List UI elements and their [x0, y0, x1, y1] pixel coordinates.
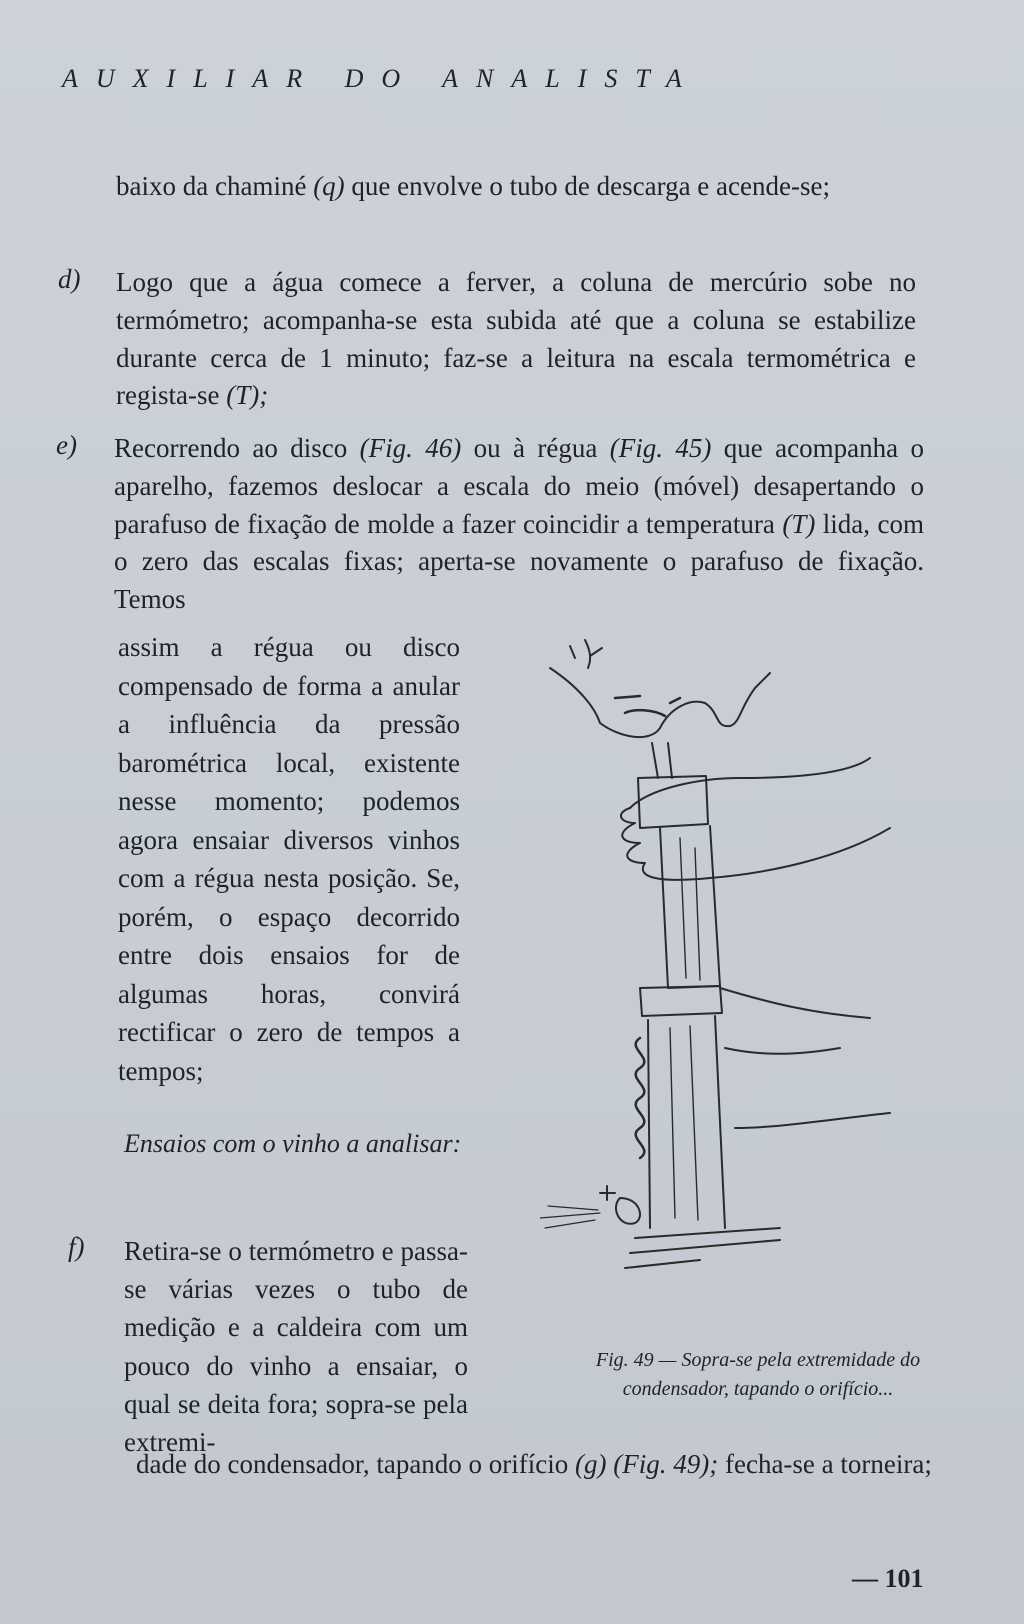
page-number: — 101	[852, 1564, 924, 1593]
paragraph-f-final	[136, 1446, 936, 1484]
paragraph-f-wrap	[124, 1232, 468, 1461]
section-subheading: Ensaios com o vinho a analisar:	[124, 1129, 462, 1158]
hand-lower-upper	[720, 988, 870, 1018]
column-shading	[680, 838, 700, 980]
hand-upper-wrist	[630, 758, 870, 808]
text-run: lida, com o zero das escalas fixas; aperta-se novamente o parafuso de fixação. Temos	[114, 508, 924, 615]
text-run: ou à régua	[461, 433, 610, 463]
face-outline	[550, 668, 770, 737]
text-run: que acompanha o aparelho, fazemos deslocar a escala do meio (móvel) desapertando o parafuso de fixação de molde a fazer coincidir a temperatura	[114, 433, 924, 539]
ebulliometer-illustration	[540, 628, 930, 1348]
continuation-paragraph	[116, 168, 916, 206]
column-body	[660, 826, 720, 988]
reference-fig-46: (Fig. 46)	[359, 433, 462, 463]
text-run: Logo que a água comece a ferver, a coluna de mercúrio sobe no termómetro; acompanha-se esta subida até que a coluna se estabilize durante cerca de 1 minuto; faz-se a leitura na escala termométrica e regista-se	[116, 267, 916, 411]
spray-lines	[540, 1206, 600, 1228]
coil	[636, 1038, 645, 1158]
text-run: dade do condensador, tapando o orifício	[136, 1449, 576, 1479]
running-header: AUXILIAR DO ANALISTA	[62, 64, 700, 93]
text-run: fecha-se a torneira;	[718, 1449, 932, 1479]
paragraph-d	[116, 264, 916, 415]
figure-label: Fig. 49 —	[595, 1349, 677, 1371]
paragraph-e	[114, 430, 924, 619]
boiler-body	[648, 1016, 725, 1228]
boiler-shading	[670, 1026, 698, 1220]
reference-q: (q)	[313, 171, 345, 201]
hand-lower-lower	[725, 1048, 840, 1054]
reference-t: (T)	[782, 508, 816, 539]
text-run: que envolve o tubo de descarga e acende-se;	[344, 171, 830, 201]
wrapped-text: assim a régua ou disco compensado de forma a anular a influência da pressão barométrica local, existente nesse momento; podemos agora ensaiar diversos vinhos com a régua nesta posição. Se, porém, o espaço decorrido entre dois ensaios for de algumas horas, convirá rectificar o zero de tempos a tempos;	[118, 632, 460, 1086]
wrapped-text: Retira-se o termómetro e passa-se várias vezes o tubo de medição e a caldeira com um pouco do vinho a ensaiar, o qual se deita fora; sopra-se pela extremi-	[124, 1236, 468, 1458]
figure-caption	[568, 1346, 948, 1404]
condenser-top	[638, 776, 708, 828]
paragraph-e-wrap	[118, 628, 460, 1090]
condenser-tip	[652, 743, 672, 778]
tap	[600, 1186, 640, 1224]
item-marker-e: e)	[56, 430, 77, 460]
arm-line	[735, 1113, 890, 1128]
item-marker-f: f)	[68, 1232, 85, 1262]
figure-caption-text: Sopra-se pela extremidade do condensador, tapando o orifício...	[622, 1349, 921, 1400]
reference-fig-49: (g) (Fig. 49);	[575, 1449, 719, 1479]
reference-t: (T);	[226, 380, 269, 411]
text-run: baixo da chaminé	[116, 171, 314, 201]
text-run: Recorrendo ao disco	[114, 433, 360, 463]
nose-outline	[570, 640, 602, 668]
column-collar	[640, 986, 722, 1016]
reference-fig-45: (Fig. 45)	[609, 433, 712, 463]
item-marker-d: d)	[58, 264, 81, 294]
base	[625, 1228, 780, 1268]
